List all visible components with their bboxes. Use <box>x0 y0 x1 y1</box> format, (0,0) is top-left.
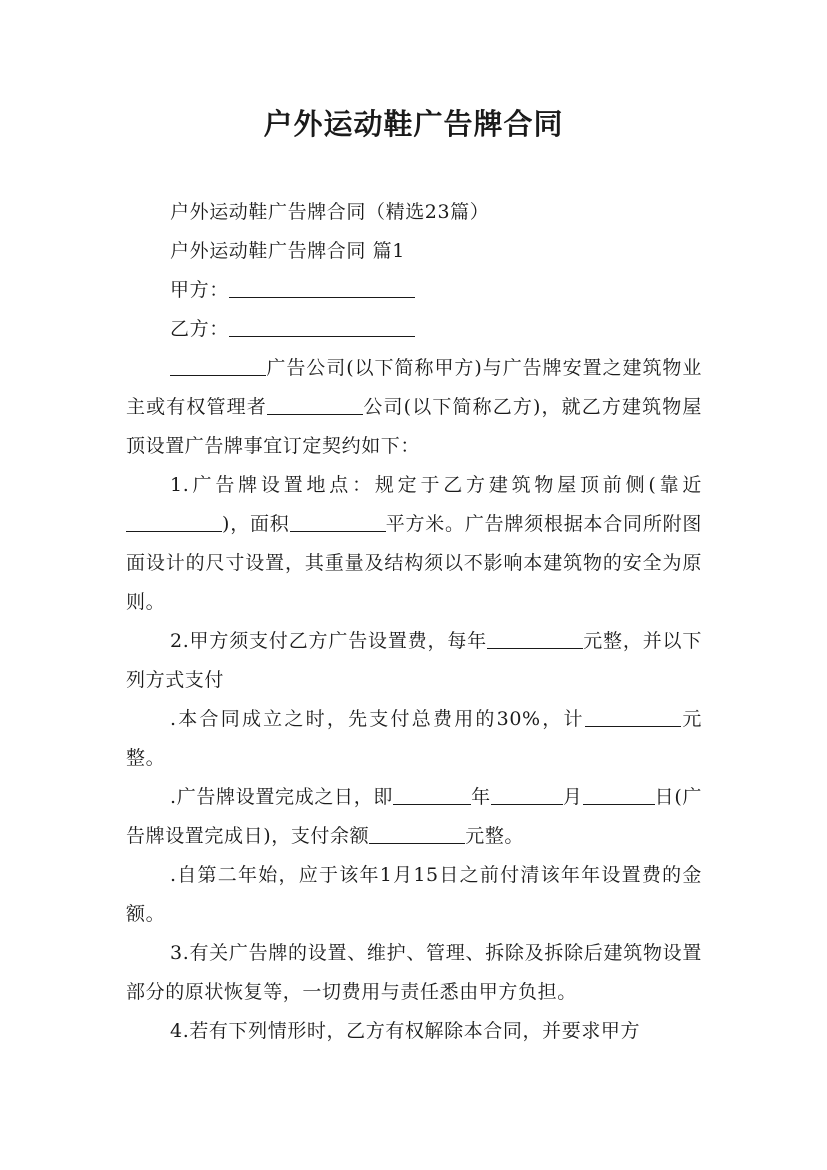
location-blank <box>126 513 222 532</box>
clause-2-text-2: 元整，并以下列方式支付 <box>126 630 702 691</box>
party-a-label: 甲方： <box>170 279 229 301</box>
year-label: 年 <box>471 786 491 808</box>
party-a-blank <box>229 279 415 298</box>
intro-text-2: 公司(以下简称乙方)，就乙方建筑物屋顶设置广告牌事宜订定契约如下： <box>126 396 702 457</box>
section-heading: 户外运动鞋广告牌合同 篇1 <box>170 240 405 262</box>
intro-paragraph <box>126 349 702 466</box>
clause-1 <box>126 466 702 622</box>
payment-1-text-1: .本合同成立之时，先支付总费用的30%，计 <box>170 708 585 730</box>
balance-blank <box>369 825 465 844</box>
payment-1 <box>126 700 702 778</box>
clause-1-text-1: 1.广告牌设置地点：规定于乙方建筑物屋顶前侧(靠近 <box>170 474 702 496</box>
party-b-blank <box>229 318 415 337</box>
payment-1-text-2: 元整。 <box>126 708 702 769</box>
clause-1-text-2: )，面积 <box>222 513 290 535</box>
clause-2-text-1: 2.甲方须支付乙方广告设置费，每年 <box>170 630 487 652</box>
day-label: 日 <box>654 786 675 808</box>
clause-4: 4.若有下列情形时，乙方有权解除本合同，并要求甲方 <box>170 1020 641 1042</box>
area-blank <box>290 513 386 532</box>
payment-2-text-1: .广告牌设置完成之日，即 <box>170 786 394 808</box>
party-b-line <box>126 310 702 349</box>
document-title: 户外运动鞋广告牌合同 <box>263 107 564 141</box>
payment-2 <box>126 778 702 856</box>
annual-fee-blank <box>487 630 583 649</box>
party-a-line <box>126 271 702 310</box>
owner-company-blank <box>267 396 363 415</box>
clause-2 <box>126 622 702 700</box>
month-blank <box>491 786 563 805</box>
ad-company-blank <box>170 357 266 376</box>
party-b-label: 乙方： <box>170 318 229 340</box>
year-blank <box>393 786 471 805</box>
deposit-blank <box>585 708 681 727</box>
clause-3: 3.有关广告牌的设置、维护、管理、拆除及拆除后建筑物设置部分的原状恢复等，一切费用与责任悉由甲方负担。 <box>126 942 702 1003</box>
payment-2-text-2: (广告牌设置完成日)，支付余额 <box>126 786 702 847</box>
intro-text-1: 广告公司(以下简称甲方)与广告牌安置之建筑物业主或有权管理者 <box>126 357 702 418</box>
clause-1-text-3: 平方米。广告牌须根据本合同所附图面设计的尺寸设置，其重量及结构须以不影响本建筑物的安全为原则。 <box>126 513 702 613</box>
month-label: 月 <box>562 786 583 808</box>
subtitle: 户外运动鞋广告牌合同（精选23篇） <box>170 201 490 223</box>
payment-3: .自第二年始，应于该年1月15日之前付清该年年设置费的金额。 <box>126 864 702 925</box>
document-body <box>126 193 702 1051</box>
day-blank <box>583 786 655 805</box>
payment-2-text-3: 元整。 <box>465 825 525 847</box>
